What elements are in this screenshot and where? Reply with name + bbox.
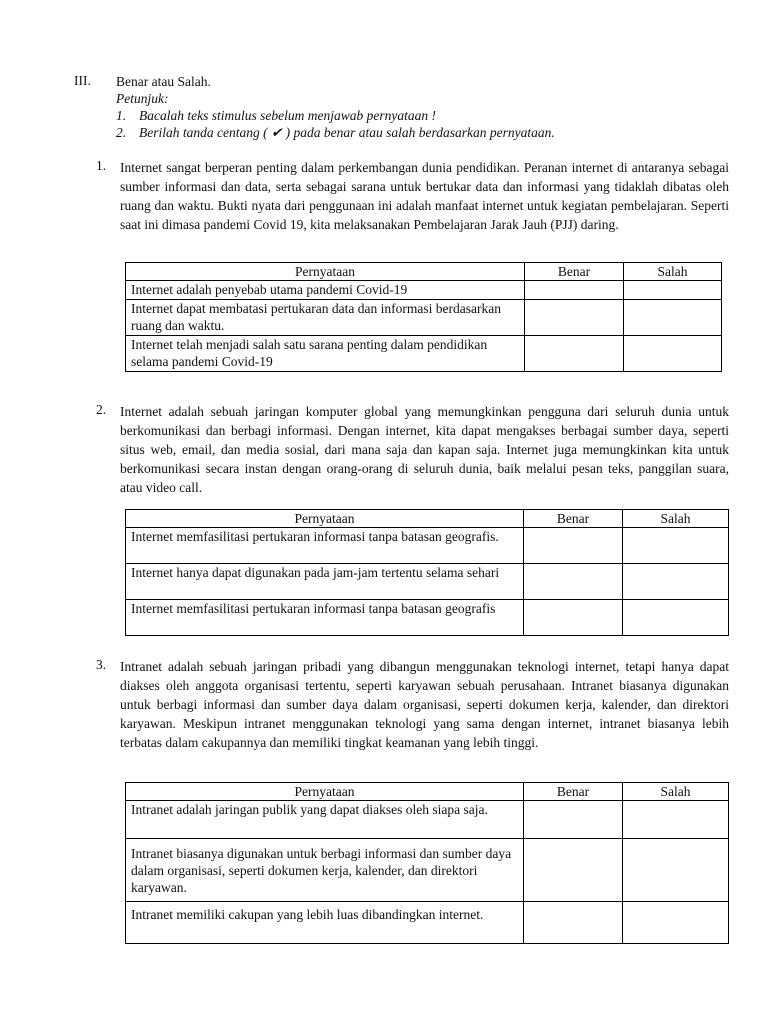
statement-cell: Internet dapat membatasi pertukaran data dan informasi berdasarkan ruang dan waktu.: [126, 300, 525, 336]
statement-cell: Internet adalah penyebab utama pandemi Covid-19: [126, 281, 525, 300]
instruction-item: [116, 124, 726, 141]
statement-cell: Internet memfasilitasi pertukaran informasi tanpa batasan geografis: [126, 600, 524, 636]
section-title: Benar atau Salah.: [116, 74, 211, 89]
section-body: [116, 73, 726, 141]
instruction-label: Petunjuk:: [116, 91, 169, 106]
header-true: Benar: [525, 263, 624, 281]
answer-false-cell[interactable]: [624, 300, 722, 336]
table-row: [126, 336, 722, 372]
header-statement: Pernyataan: [126, 783, 524, 801]
statement-table-2: [125, 509, 729, 636]
answer-true-cell[interactable]: [524, 839, 623, 902]
table-header-row: [126, 783, 729, 801]
answer-false-cell[interactable]: [623, 564, 729, 600]
answer-false-cell[interactable]: [624, 336, 722, 372]
table-row: [126, 839, 729, 902]
question-number: 2.: [96, 402, 107, 417]
question-number: 3.: [96, 657, 107, 672]
header-false: Salah: [623, 510, 729, 528]
question-text: Intranet adalah sebuah jaringan pribadi yang dibangun menggunakan teknologi internet, tetapi hanya dapat diakses oleh anggota organisasi tertentu, seperti karyawan sebuah perusahaan. Intranet biasanya digunakan untuk berbagi informasi dan sumber daya dalam organisasi, seperti dokumen kerja, kalender, dan direktori karyawan. Meskipun intranet menggunakan teknologi yang sama dengan internet, intranet biasanya lebih terbatas dalam cakupannya dan memiliki tingkat keamanan yang lebih tinggi.: [120, 659, 729, 750]
table-row: [126, 600, 729, 636]
section-number: III.: [74, 73, 91, 88]
statement-cell: Internet memfasilitasi pertukaran informasi tanpa batasan geografis.: [126, 528, 524, 564]
statement-cell: Intranet adalah jaringan publik yang dapat diakses oleh siapa saja.: [126, 801, 524, 839]
answer-true-cell[interactable]: [525, 336, 624, 372]
header-true: Benar: [524, 510, 623, 528]
table-row: [126, 902, 729, 944]
header-false: Salah: [623, 783, 729, 801]
answer-true-cell[interactable]: [524, 564, 623, 600]
table-row: [126, 281, 722, 300]
instruction-number: 1.: [116, 108, 127, 123]
instruction-text: Berilah tanda centang ( ✔ ) pada benar atau salah berdasarkan pernyataan.: [139, 125, 555, 140]
answer-false-cell[interactable]: [623, 839, 729, 902]
answer-false-cell[interactable]: [623, 528, 729, 564]
statement-table-1: [125, 262, 722, 372]
table-row: [126, 801, 729, 839]
answer-false-cell[interactable]: [623, 600, 729, 636]
table-header-row: [126, 510, 729, 528]
question-number: 1.: [96, 158, 107, 173]
statement-cell: Internet hanya dapat digunakan pada jam-jam tertentu selama sehari: [126, 564, 524, 600]
header-false: Salah: [624, 263, 722, 281]
statement-cell: Intranet memiliki cakupan yang lebih luas dibandingkan internet.: [126, 902, 524, 944]
statement-cell: Intranet biasanya digunakan untuk berbagi informasi dan sumber daya dalam organisasi, seperti dokumen kerja, kalender, dan direktori karyawan.: [126, 839, 524, 902]
answer-false-cell[interactable]: [623, 902, 729, 944]
answer-true-cell[interactable]: [525, 300, 624, 336]
answer-true-cell[interactable]: [524, 902, 623, 944]
statement-cell: Internet telah menjadi salah satu sarana penting dalam pendidikan selama pandemi Covid-19: [126, 336, 525, 372]
answer-false-cell[interactable]: [624, 281, 722, 300]
answer-true-cell[interactable]: [524, 600, 623, 636]
instruction-number: 2.: [116, 125, 127, 140]
statement-table-3: [125, 782, 729, 944]
answer-true-cell[interactable]: [524, 801, 623, 839]
header-true: Benar: [524, 783, 623, 801]
table-row: [126, 564, 729, 600]
table-row: [126, 528, 729, 564]
table-header-row: [126, 263, 722, 281]
answer-false-cell[interactable]: [623, 801, 729, 839]
answer-true-cell[interactable]: [525, 281, 624, 300]
instruction-item: [116, 107, 726, 124]
answer-true-cell[interactable]: [524, 528, 623, 564]
question-text: Internet adalah sebuah jaringan komputer global yang memungkinkan pengguna dari seluruh dunia untuk berkomunikasi dan berbagi informasi. Dengan internet, kita dapat mengakses berbagai sumber daya, seperti situs web, email, dan media sosial, dari mana saja dan kapan saja. Internet juga memungkinkan kita untuk berkomunikasi secara instan dengan orang-orang di seluruh dunia, baik melalui pesan teks, panggilan suara, atau video call.: [120, 404, 729, 495]
instruction-text: Bacalah teks stimulus sebelum menjawab pernyataan !: [139, 108, 436, 123]
header-statement: Pernyataan: [126, 510, 524, 528]
question-text: Internet sangat berperan penting dalam perkembangan dunia pendidikan. Peranan internet di antaranya sebagai sumber informasi dan data, serta sebagai sarana untuk bertukar data dan informasi yang tidaklah dibatas oleh ruang dan waktu. Bukti nyata dari penggunaan ini adalah manfaat internet untuk kegiatan pembelajaran. Seperti saat ini dimasa pandemi Covid 19, kita melaksanakan Pembelajaran Jarak Jauh (PJJ) daring.: [120, 160, 729, 232]
table-row: [126, 300, 722, 336]
header-statement: Pernyataan: [126, 263, 525, 281]
